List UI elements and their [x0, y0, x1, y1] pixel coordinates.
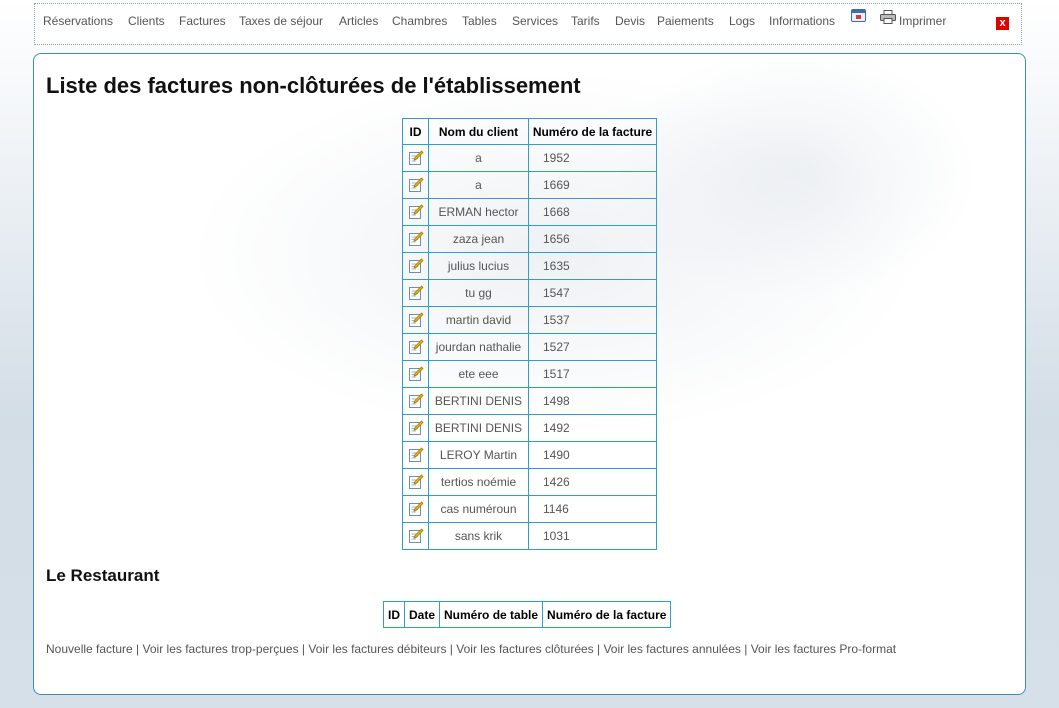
- edit-icon[interactable]: [408, 528, 424, 544]
- invoice-number-cell: 1146: [529, 496, 657, 523]
- client-name-cell: tu gg: [429, 280, 529, 307]
- table-row: [403, 199, 657, 226]
- client-name-cell: martin david: [429, 307, 529, 334]
- link-proforma-invoices[interactable]: Voir les factures Pro-format: [750, 642, 897, 656]
- table-row: [403, 469, 657, 496]
- client-name-cell: ERMAN hector: [429, 199, 529, 226]
- row-edit-cell: [403, 415, 429, 442]
- link-closed-invoices[interactable]: Voir les factures clôturées: [456, 642, 594, 656]
- nav-informations[interactable]: Informations: [769, 14, 836, 28]
- edit-icon[interactable]: [408, 474, 424, 490]
- row-edit-cell: [403, 334, 429, 361]
- edit-icon[interactable]: [408, 177, 424, 193]
- footer-links: Nouvelle facture | Voir les factures trop-perçues | Voir les factures débiteurs | Voir les factures clôturées | Voir les factures annulées | Voir les factures Pro-format: [46, 642, 897, 656]
- client-name-cell: LEROY Martin: [429, 442, 529, 469]
- column-header-client: Nom du client: [429, 119, 529, 145]
- row-edit-cell: [403, 199, 429, 226]
- client-name-cell: BERTINI DENIS: [429, 388, 529, 415]
- restaurant-table: [383, 601, 671, 628]
- edit-icon[interactable]: [408, 312, 424, 328]
- nav-reservations[interactable]: Réservations: [43, 14, 114, 28]
- invoice-number-cell: 1952: [529, 145, 657, 172]
- edit-icon[interactable]: [408, 339, 424, 355]
- row-edit-cell: [403, 361, 429, 388]
- table-row: [403, 388, 657, 415]
- nav-tables[interactable]: Tables: [462, 14, 497, 28]
- print-button[interactable]: Imprimer: [899, 14, 947, 28]
- table-row: [403, 415, 657, 442]
- invoice-number-cell: 1656: [529, 226, 657, 253]
- row-edit-cell: [403, 469, 429, 496]
- edit-icon[interactable]: [408, 231, 424, 247]
- invoice-number-cell: 1492: [529, 415, 657, 442]
- table-row: [403, 145, 657, 172]
- invoice-number-cell: 1547: [529, 280, 657, 307]
- table-row: [403, 361, 657, 388]
- table-header-row: [384, 602, 671, 628]
- row-edit-cell: [403, 388, 429, 415]
- row-edit-cell: [403, 280, 429, 307]
- table-row: [403, 496, 657, 523]
- table-header-row: [403, 119, 657, 145]
- row-edit-cell: [403, 145, 429, 172]
- table-row: [403, 334, 657, 361]
- row-edit-cell: [403, 523, 429, 550]
- nav-devis[interactable]: Devis: [615, 14, 646, 28]
- nav-clients[interactable]: Clients: [128, 14, 165, 28]
- calendar-icon[interactable]: [851, 9, 866, 22]
- invoice-number-cell: 1669: [529, 172, 657, 199]
- client-name-cell: jourdan nathalie: [429, 334, 529, 361]
- link-overpaid-invoices[interactable]: Voir les factures trop-perçues: [142, 642, 299, 656]
- invoice-number-cell: 1527: [529, 334, 657, 361]
- nav-services[interactable]: Services: [512, 14, 559, 28]
- edit-icon[interactable]: [408, 501, 424, 517]
- page-title: Liste des factures non-clôturées de l'établissement: [46, 73, 581, 98]
- row-edit-cell: [403, 253, 429, 280]
- edit-icon[interactable]: [408, 393, 424, 409]
- edit-icon[interactable]: [408, 150, 424, 166]
- invoice-number-cell: 1031: [529, 523, 657, 550]
- main-panel: [33, 53, 1026, 695]
- column-header-table-number: Numéro de table: [440, 602, 543, 628]
- client-name-cell: cas numéroun: [429, 496, 529, 523]
- invoice-number-cell: 1498: [529, 388, 657, 415]
- edit-icon[interactable]: [408, 285, 424, 301]
- printer-icon[interactable]: [880, 10, 896, 24]
- row-edit-cell: [403, 226, 429, 253]
- edit-icon[interactable]: [408, 420, 424, 436]
- invoice-number-cell: 1517: [529, 361, 657, 388]
- row-edit-cell: [403, 442, 429, 469]
- edit-icon[interactable]: [408, 447, 424, 463]
- top-navigation: [34, 3, 1022, 45]
- table-row: [403, 442, 657, 469]
- close-button[interactable]: x: [996, 17, 1009, 30]
- edit-icon[interactable]: [408, 258, 424, 274]
- link-debtor-invoices[interactable]: Voir les factures débiteurs: [308, 642, 447, 656]
- table-row: [403, 307, 657, 334]
- client-name-cell: sans krik: [429, 523, 529, 550]
- edit-icon[interactable]: [408, 204, 424, 220]
- nav-taxes-de-sejour[interactable]: Taxes de séjour: [239, 14, 324, 28]
- link-cancelled-invoices[interactable]: Voir les factures annulées: [603, 642, 741, 656]
- table-row: [403, 280, 657, 307]
- column-header-date: Date: [405, 602, 440, 628]
- table-row: [403, 172, 657, 199]
- link-new-invoice[interactable]: Nouvelle facture: [46, 642, 133, 656]
- nav-chambres[interactable]: Chambres: [392, 14, 448, 28]
- restaurant-section-title: Le Restaurant: [46, 566, 160, 585]
- invoice-number-cell: 1668: [529, 199, 657, 226]
- row-edit-cell: [403, 172, 429, 199]
- client-name-cell: tertios noémie: [429, 469, 529, 496]
- row-edit-cell: [403, 496, 429, 523]
- column-header-id: ID: [403, 119, 429, 145]
- invoice-number-cell: 1490: [529, 442, 657, 469]
- invoices-table: [402, 118, 657, 550]
- client-name-cell: a: [429, 145, 529, 172]
- table-row: [403, 523, 657, 550]
- nav-paiements[interactable]: Paiements: [657, 14, 714, 28]
- column-header-id: ID: [384, 602, 405, 628]
- row-edit-cell: [403, 307, 429, 334]
- client-name-cell: julius lucius: [429, 253, 529, 280]
- invoice-number-cell: 1635: [529, 253, 657, 280]
- client-name-cell: BERTINI DENIS: [429, 415, 529, 442]
- nav-logs[interactable]: Logs: [729, 14, 756, 28]
- column-header-invoice-number: Numéro de la facture: [543, 602, 671, 628]
- nav-tarifs[interactable]: Tarifs: [571, 14, 600, 28]
- table-row: [403, 226, 657, 253]
- edit-icon[interactable]: [408, 366, 424, 382]
- table-row: [403, 253, 657, 280]
- client-name-cell: a: [429, 172, 529, 199]
- invoice-number-cell: 1426: [529, 469, 657, 496]
- client-name-cell: ete eee: [429, 361, 529, 388]
- nav-factures[interactable]: Factures: [179, 14, 226, 28]
- invoice-number-cell: 1537: [529, 307, 657, 334]
- client-name-cell: zaza jean: [429, 226, 529, 253]
- column-header-invoice-number: Numéro de la facture: [529, 119, 657, 145]
- nav-articles[interactable]: Articles: [339, 14, 379, 28]
